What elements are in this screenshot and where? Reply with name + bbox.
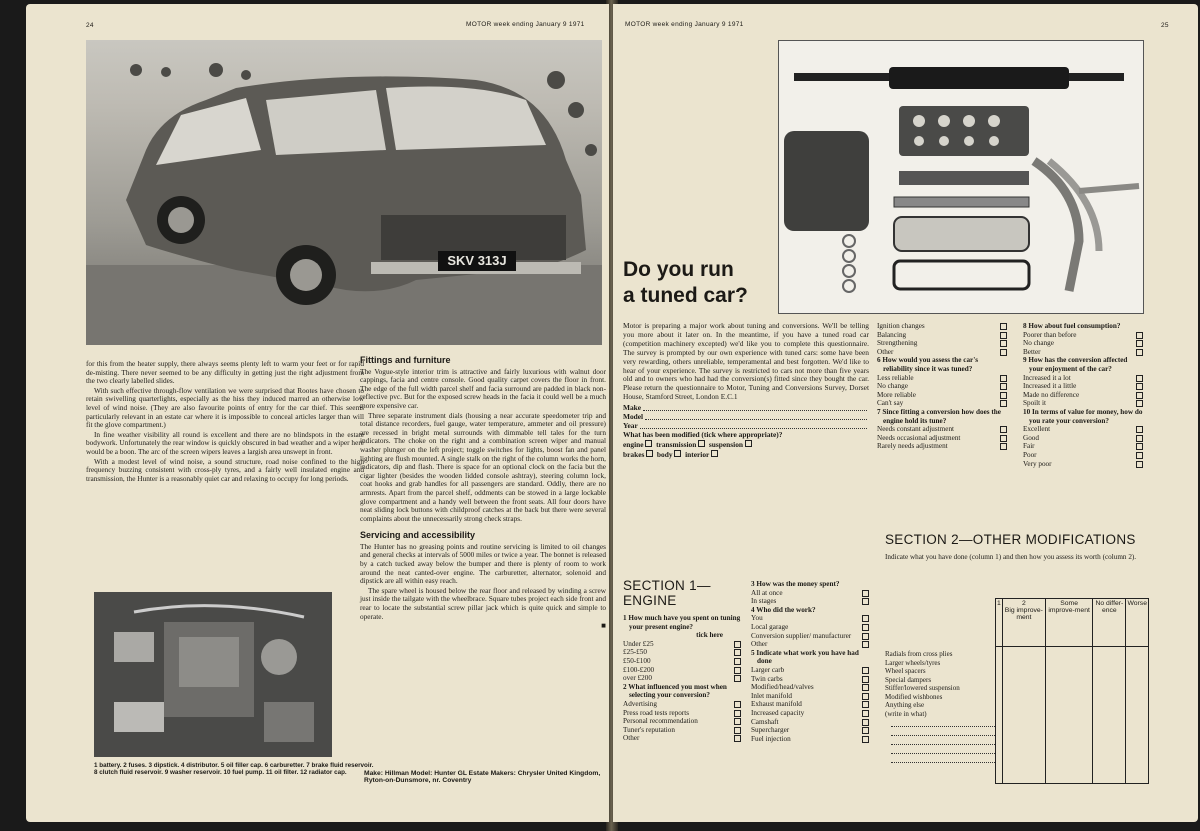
paragraph: for this from the heater supply, there always seems plenty left to warm your feet or for rapid de-misting. There never seemed to be any difficulty in getting just the right adjustment from the two clearly labelled slides. (86, 359, 364, 386)
option-checkbox[interactable] (862, 727, 869, 734)
s2-item: Wheel spacers (885, 667, 926, 675)
option-row (751, 640, 869, 649)
option-row (623, 717, 741, 726)
option-checkbox[interactable] (862, 684, 869, 691)
section2-title: SECTION 2—OTHER MODIFICATIONS (885, 532, 1136, 547)
modified-options-row1: engine transmission suspension (623, 440, 869, 450)
option-checkbox[interactable] (734, 641, 741, 648)
option-checkbox[interactable] (862, 624, 869, 631)
s2-item: (write in what) (885, 709, 927, 718)
grid-cell[interactable] (1045, 647, 1092, 784)
make-field[interactable]: Make (623, 404, 869, 413)
option-checkbox[interactable] (862, 641, 869, 648)
option-checkbox[interactable] (862, 590, 869, 597)
option-label: Other (751, 640, 768, 649)
option-row (751, 700, 869, 709)
option-label: Local garage (751, 622, 789, 631)
option-row (751, 692, 869, 701)
option-checkbox[interactable] (1136, 392, 1143, 399)
option-row (751, 726, 869, 735)
option-checkbox[interactable] (734, 658, 741, 665)
engine-checkbox[interactable] (645, 440, 652, 447)
title-line-1: Do you run (623, 258, 734, 281)
q7-options (877, 425, 1007, 451)
option-label: Supercharger (751, 726, 790, 735)
servicing-heading: Servicing and accessibility (360, 530, 476, 541)
option-row (751, 735, 869, 744)
option-row (877, 374, 1007, 383)
option-label: Advertising (623, 699, 657, 708)
option-row (751, 675, 869, 684)
s2-item: Larger wheels/tyres (885, 658, 941, 667)
option-label: £25-£50 (623, 648, 647, 657)
title-line-2: a tuned car? (623, 284, 748, 307)
option-checkbox[interactable] (1000, 443, 1007, 450)
option-checkbox[interactable] (1136, 332, 1143, 339)
option-checkbox[interactable] (862, 633, 869, 640)
page-number-right: 25 (1161, 22, 1169, 29)
option-row (1023, 442, 1143, 451)
s2-item: Special dampers (885, 675, 932, 684)
model-field[interactable]: Model (623, 413, 869, 422)
modified-options-row2: brakes body interior (623, 450, 869, 460)
option-row (877, 425, 1007, 434)
option-checkbox[interactable] (862, 667, 869, 674)
intro-text: Motor is preparing a major work about tuning and conversions. We'll be telling you more about it later on. In the meantime, if you have a tuned road car (competition machinery excepted) we'd like you to complete this questionnaire. The survey is prompted by our own experience with tuned cars: some have been very rewarding, others unreliable, temperamental and best forgotten. We'd like to hear of your experience. The survey is restricted to cars not more than five years old and to owners who had had the conversion(s) fitted since they bought the car. Please return the questionnaire to Motor, Tuning and Conversions Survey, Dorset House, Stamford Street, London E.C.1 (623, 321, 869, 402)
running-header-right: MOTOR week ending January 9 1971 (625, 21, 744, 28)
option-label: Fuel injection (751, 734, 791, 743)
q1-tick-label: tick here (696, 631, 723, 640)
write-in-line[interactable] (891, 727, 995, 736)
option-label: Tuner's reputation (623, 725, 675, 734)
option-label: More reliable (877, 390, 916, 399)
option-row (877, 331, 1007, 340)
option-row (877, 391, 1007, 400)
option-row (623, 666, 741, 675)
option-row (1023, 460, 1143, 469)
grid-cell[interactable] (1002, 647, 1045, 784)
modified-question: What has been modified (tick where appropriate)? (623, 429, 783, 439)
engine-photo (94, 592, 332, 757)
option-row (877, 382, 1007, 391)
paragraph: Three separate instrument dials (housing a near accurate speedometer trip and total distance recorders, fuel gauge, water temperature, ammeter and oil pressure) are recessed in bright metal surrounds with dimmable tell tales for the turn indicators. The choke on the right and a combination screen wiper and manual washer plunger on the left project; toggle switches for lights, boost fan and panel lighting are flush mounted. A single stalk on the right of the column works the horn, indicators, dip and flash. There is space for an optional clock on the facia but the cigar lighter (besides the wooden lidded console ashtray), steering column lock, coat hooks and grab handles for all passengers are standard. Oddly, there are no armrests. Apart from the parcel shelf, oddments can be stowed in a large lockable glove compartment and a handy well between the front seats. All four doors have neat sliding lock buttons with childproof catches at the back but there were several complaints about the unnecessarily strong check straps. (360, 410, 606, 523)
paragraph: In fine weather visibility all round is excellent and there are no blindspots in the estate bodywork. Unfortunately the rear window is quickly obscured in bad weather and a wiper here would be a boon. The arc of the screen wipers leaves a largish area unswept in front. (86, 429, 364, 456)
option-checkbox[interactable] (862, 598, 869, 605)
grid-cell[interactable] (996, 647, 1003, 784)
option-label: Inlet manifold (751, 691, 792, 700)
running-header-left: MOTOR week ending January 9 1971 (466, 21, 585, 28)
write-in-line[interactable] (891, 736, 995, 745)
make-info: Make: Hillman Model: Hunter GL Estate Makers: Chrysler United Kingdom, Ryton-on-Dunsmore, nr. Coventry (364, 770, 601, 785)
survey-intro (623, 322, 869, 460)
transmission-checkbox[interactable] (698, 440, 705, 447)
option-label: Less reliable (877, 373, 914, 382)
grid-col-2: 2 Big improve-ment (1002, 599, 1045, 647)
option-label: Spoilt it (1023, 399, 1046, 408)
option-checkbox[interactable] (734, 675, 741, 682)
option-checkbox[interactable] (734, 710, 741, 717)
option-label: £100-£200 (623, 665, 655, 674)
option-label: Fair (1023, 442, 1035, 451)
option-checkbox[interactable] (1000, 340, 1007, 347)
option-checkbox[interactable] (862, 693, 869, 700)
paragraph: With a modest level of wind noise, a sound structure, road noise confined to the high frequency buzzing consistent with cross-ply tyres, and a fairly well insulated engine and transmission, the Hunter is a reasonably quiet car and relaxing to occupy for long periods. (86, 456, 364, 483)
option-label: Under £25 (623, 639, 654, 648)
option-label: Modified/head/valves (751, 683, 814, 692)
option-label: Twin carbs (751, 674, 783, 683)
q1: 1 How much have you spent on tuning your present engine? (623, 614, 741, 631)
article-column-2 (360, 356, 606, 631)
fittings-heading: Fittings and furniture (360, 355, 451, 365)
article-column-1 (86, 360, 364, 484)
option-checkbox[interactable] (1136, 400, 1143, 407)
q5-cont-options (877, 322, 1007, 356)
q3-options (751, 589, 869, 606)
option-checkbox[interactable] (1000, 426, 1007, 433)
q6-options (877, 374, 1007, 408)
section1-col-b (751, 580, 869, 743)
option-checkbox[interactable] (1136, 443, 1143, 450)
option-label: Very poor (1023, 459, 1052, 468)
option-label: Exhaust manifold (751, 700, 802, 709)
q3: 3 How was the money spent? (751, 580, 840, 588)
paragraph: The spare wheel is housed below the rear floor and released by winding a screw just inside the tailgate with the wheelbrace. Square tubes project each side front and rear to locate the substantial screw pillar jack which is quite quick and simple to operate. (360, 585, 606, 621)
option-label: Needs occasional adjustment (877, 433, 961, 442)
page-number-left: 24 (86, 22, 94, 29)
option-label: Made no difference (1023, 390, 1080, 399)
option-checkbox[interactable] (734, 718, 741, 725)
option-row (877, 348, 1007, 357)
option-row (751, 589, 869, 598)
q5: 5 Indicate what work you have had done (751, 648, 859, 666)
option-row (877, 339, 1007, 348)
section2 (885, 532, 1145, 562)
option-checkbox[interactable] (734, 649, 741, 656)
section1-col-a (623, 578, 741, 743)
option-row (1023, 374, 1143, 383)
option-checkbox[interactable] (1000, 375, 1007, 382)
paragraph: The Hunter has no greasing points and routine servicing is limited to oil changes and general checks at intervals of 5000 miles or twice a year. The bonnet is released by a catch tucked away below the bumper and there is plenty of room to work around the neat canted-over engine. The carburetter, alternator, solenoid and dipstick are all within easy reach. (360, 541, 606, 586)
write-in-line[interactable] (891, 718, 995, 727)
q6: 6 How would you assess the car's reliability since it was tuned? (877, 356, 979, 373)
option-label: Increased it a lot (1023, 373, 1071, 382)
option-checkbox[interactable] (1000, 332, 1007, 339)
option-checkbox[interactable] (1000, 435, 1007, 442)
option-label: Other (877, 347, 894, 356)
q10-options (1023, 425, 1143, 468)
parts-illustration (779, 41, 1143, 313)
grid-col-some: Some improve-ment (1045, 599, 1092, 647)
q4-options (751, 614, 869, 648)
grid-cell[interactable] (1126, 647, 1149, 784)
option-row (623, 640, 741, 649)
brakes-checkbox[interactable] (646, 450, 653, 457)
option-checkbox[interactable] (1136, 461, 1143, 468)
option-checkbox[interactable] (1136, 435, 1143, 442)
option-checkbox[interactable] (1000, 323, 1007, 330)
option-label: £50-£100 (623, 656, 651, 665)
option-row (877, 442, 1007, 451)
option-checkbox[interactable] (1000, 383, 1007, 390)
option-checkbox[interactable] (734, 701, 741, 708)
suspension-checkbox[interactable] (745, 440, 752, 447)
option-row (751, 683, 869, 692)
option-checkbox[interactable] (1136, 383, 1143, 390)
q9: 9 How has the conversion affected your enjoyment of the car? (1023, 356, 1128, 373)
option-checkbox[interactable] (1000, 400, 1007, 407)
option-label: Poor (1023, 450, 1037, 459)
option-checkbox[interactable] (1136, 349, 1143, 356)
section1-title: SECTION 1—ENGINE (623, 578, 711, 608)
option-label: Excellent (1023, 425, 1051, 434)
option-checkbox[interactable] (862, 710, 869, 717)
option-checkbox[interactable] (862, 676, 869, 683)
option-row (751, 614, 869, 623)
option-row (623, 700, 741, 709)
option-label: You (751, 614, 763, 623)
s2-item: Stiffer/lowered suspension (885, 684, 960, 692)
q1-options (623, 640, 741, 683)
option-row (1023, 391, 1143, 400)
option-checkbox[interactable] (862, 736, 869, 743)
option-label: No change (1023, 339, 1054, 348)
s2-item: Modified wishbones (885, 692, 943, 701)
paragraph: With such effective through-flow ventilation we were surprised that Rootes have chosen to retain swivelling quarterlights, especially as the hiss they induced marred an otherwise low level of wind noise. (They are also favourite points of entry for the car thief. This seems particularly relevant in an estate car where it is impossible to conceal articles larger than will fit the glove compartment.) (86, 385, 364, 430)
option-label: Poorer than before (1023, 330, 1077, 339)
q7: 7 Since fitting a conversion how does the engine hold its tune? (877, 407, 1001, 425)
option-label: Other (623, 734, 640, 743)
section2-grid (885, 598, 1145, 784)
option-row (623, 734, 741, 743)
engine-illustration (94, 592, 332, 757)
option-checkbox[interactable] (862, 719, 869, 726)
option-label: All at once (751, 588, 783, 597)
option-row (751, 709, 869, 718)
option-row (1023, 339, 1143, 348)
section1-col-d (1023, 322, 1143, 468)
q9-options (1023, 374, 1143, 408)
car-photo (86, 40, 602, 345)
s2-item: Radials from cross plies (885, 650, 953, 658)
option-row (1023, 399, 1143, 408)
q2: 2 What influenced you most when selecting your conversion? (623, 682, 727, 700)
option-label: In stages (751, 597, 777, 606)
option-row (751, 632, 869, 641)
option-checkbox[interactable] (1136, 375, 1143, 382)
engine-caption: 1 battery. 2 fuses. 3 dipstick. 4 distributor. 5 oil filler cap. 6 carburetter. 7 brake fluid reservoir. 8 clutch fluid reservoir. 9 washer reservoir. 10 fuel pump. 11 oil filter. 12 radiator cap. (94, 762, 374, 777)
q5-options (751, 666, 869, 743)
option-row (623, 657, 741, 666)
option-row (1023, 434, 1143, 443)
body-checkbox[interactable] (674, 450, 681, 457)
option-label: Conversion supplier/ manufacturer (751, 631, 852, 640)
option-label: Increased it a little (1023, 382, 1077, 391)
option-checkbox[interactable] (1136, 426, 1143, 433)
option-label: Increased capacity (751, 708, 805, 717)
option-label: Ignition changes (877, 322, 925, 330)
option-checkbox[interactable] (734, 727, 741, 734)
option-checkbox[interactable] (1136, 452, 1143, 459)
option-checkbox[interactable] (862, 615, 869, 622)
write-in-line[interactable] (891, 745, 995, 754)
option-label: Can't say (877, 399, 904, 408)
option-label: Camshaft (751, 717, 779, 726)
section1-col-c (877, 322, 1007, 451)
grid-col-worse: Worse (1126, 599, 1149, 647)
option-label: No change (877, 382, 908, 391)
rating-grid (995, 598, 1149, 784)
option-row (1023, 451, 1143, 460)
car-illustration (86, 40, 602, 345)
option-checkbox[interactable] (1136, 340, 1143, 347)
option-row (877, 322, 1007, 331)
option-row (1023, 425, 1143, 434)
option-checkbox[interactable] (734, 667, 741, 674)
q8: 8 How about fuel consumption? (1023, 322, 1121, 330)
option-label: Balancing (877, 330, 907, 339)
option-checkbox[interactable] (1000, 349, 1007, 356)
option-row (623, 726, 741, 735)
left-page (26, 4, 609, 822)
paragraph: The Vogue-style interior trim is attractive and fairly luxurious with walnut door cappings, facia and centre console. Good quality carpet covers the floor in front. The edge of the full width parcel shelf and facia surround are padded in black non-reflective pvc. But for the exposed screw heads in the facia it could well be a much more expensive car. (360, 366, 606, 410)
end-mark: ■ (601, 621, 606, 631)
option-row (751, 718, 869, 727)
option-label: over £200 (623, 674, 652, 683)
q8-options (1023, 331, 1143, 357)
q4: 4 Who did the work? (751, 605, 816, 614)
option-row (877, 434, 1007, 443)
section2-intro: Indicate what you have done (column 1) and then how you assess its worth (column 2). (885, 553, 1137, 561)
option-row (623, 648, 741, 657)
s2-item-list (885, 650, 995, 763)
option-label: Press road tests reports (623, 708, 690, 717)
grid-cell[interactable] (1093, 647, 1126, 784)
option-label: Rarely needs adjustment (877, 442, 948, 451)
option-row (751, 666, 869, 675)
license-plate: SKV 313J (447, 253, 507, 268)
option-checkbox[interactable] (862, 701, 869, 708)
q10: 10 In terms of value for money, how do you rate your conversion? (1023, 407, 1143, 425)
option-row (1023, 331, 1143, 340)
option-label: Larger carb (751, 665, 785, 674)
q2-options (623, 700, 741, 743)
option-label: Personal recommendation (623, 717, 698, 726)
option-checkbox[interactable] (734, 735, 741, 742)
interior-checkbox[interactable] (711, 450, 718, 457)
option-label: Needs constant adjustment (877, 425, 955, 434)
s2-item: Anything else (885, 701, 925, 709)
option-row (751, 597, 869, 606)
tuning-parts-photo (778, 40, 1144, 314)
year-field[interactable]: Year (623, 422, 869, 431)
option-checkbox[interactable] (1000, 392, 1007, 399)
grid-col-1: 1 (996, 599, 1003, 647)
grid-col-nodiff: No differ-ence (1093, 599, 1126, 647)
option-label: Strengthening (877, 339, 918, 348)
survey-title (623, 257, 748, 309)
option-label: Better (1023, 347, 1041, 356)
option-row (623, 674, 741, 683)
option-label: Good (1023, 433, 1039, 442)
option-row (877, 399, 1007, 408)
option-row (1023, 382, 1143, 391)
right-page (613, 4, 1198, 822)
write-in-line[interactable] (891, 754, 995, 763)
option-row (623, 709, 741, 718)
option-row (751, 623, 869, 632)
option-row (1023, 348, 1143, 357)
